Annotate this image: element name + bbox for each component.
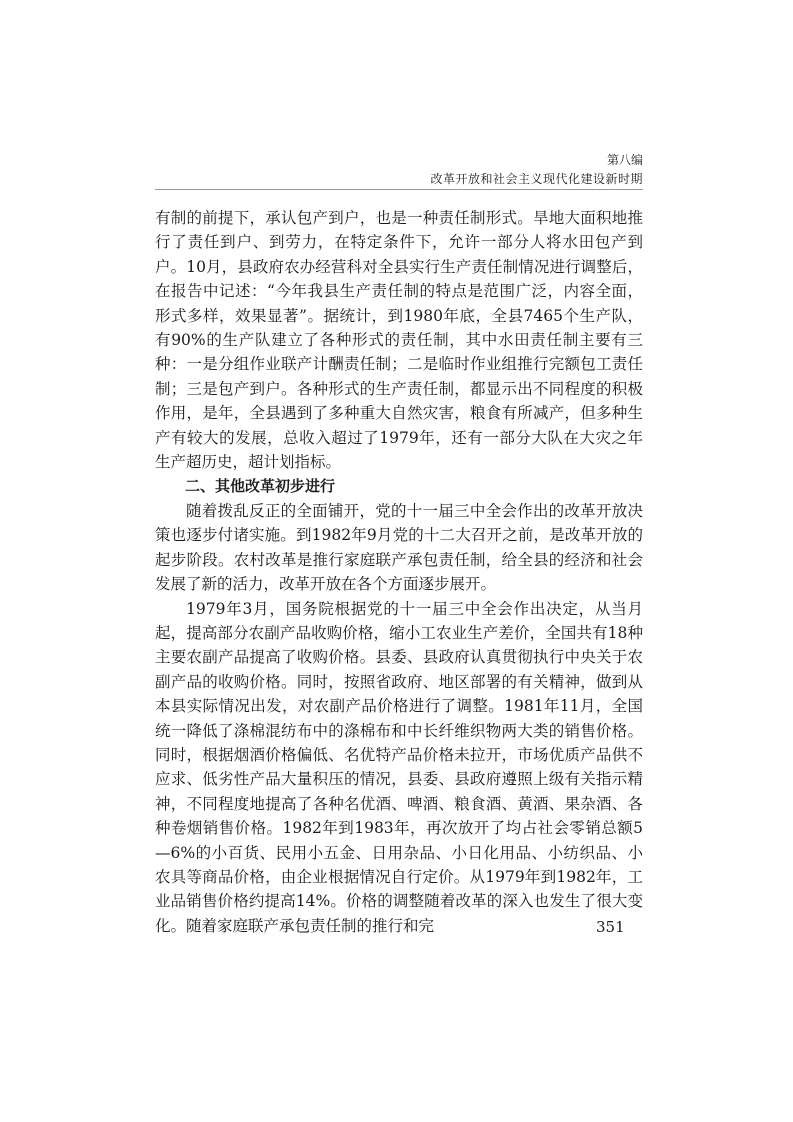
running-header-section: 改革开放和社会主义现代化建设新时期: [430, 172, 643, 186]
paragraph-continued: 有制的前提下，承认包产到户，也是一种责任制形式。旱地大面积地推行了责任到户、到劳力，在特定条件下，允许一部分人将水田包产到户。10月，县政府农办经营科对全县实行生产责任制情况进行调整后，在报告中记述：“今年我县生产责任制的特点是范围广泛，内容全面，形式多样，效果显著”。据统计，到1980年底，全县7465个生产队，有90%的生产队建立了各种形式的责任制，其中水田责任制主要有三种：一是分组作业联产计酬责任制；二是临时作业组推行完额包工责任制；三是包产到户。各种形式的生产责任制，都显示出不同程度的积极作用，是年，全县遇到了多种重大自然灾害，粮食有所减产，但多种生产有较大的发展，总收入超过了1979年，还有一部分大队在大灾之年生产超历史，超计划指标。: [155, 209, 643, 472]
paragraph: 1979年3月，国务院根据党的十一届三中全会作出决定，从当月起，提高部分农副产品收购价格，缩小工农业生产差价，全国共有18种主要农副产品提高了收购价格。县委、县政府认真贯彻执行中央关于农副产品的收购价格。同时，按照省政府、地区部署的有关精神，做到从本县实际情况出发，对农副产品价格进行了调整。1981年11月，全国统一降低了涤棉混纺布中的涤棉布和中长纤维织物两大类的销售价格。同时，根据烟酒价格偏低、名优特产品价格未拉开，市场优质产品供不应求、低劣性产品大量积压的情况，县委、县政府遵照上级有关指示精神，不同程度地提高了各种名优酒、啤酒、粮食酒、黄酒、果杂酒、各种卷烟销售价格。1982年到1983年，再次放开了均占社会零销总额5—6%的小百货、民用小五金、日用杂品、小日化用品、小纺织品、小农具等商品价格，由企业根据情况自行定价。从1979年到1982年，工业品销售价格约提高14%。价格的调整随着改革的深入也发生了很大变化。随着家庭联产承包责任制的推行和完: [155, 599, 643, 935]
header-rule: [155, 189, 643, 190]
page-body: [155, 206, 643, 938]
paragraph: 随着拨乱反正的全面铺开，党的十一届三中全会作出的改革开放决策也逐步付诸实施。到1982年9月党的十二大召开之前，是改革开放的起步阶段。农村改革是推行家庭联产承包责任制，给全县的经济和社会发展了新的活力，改革开放在各个方面逐步展开。: [155, 501, 643, 594]
section-subheading: 二、其他改革初步进行: [185, 477, 336, 496]
running-header-part: 第八编: [606, 153, 643, 167]
page-number: 351: [596, 918, 625, 936]
